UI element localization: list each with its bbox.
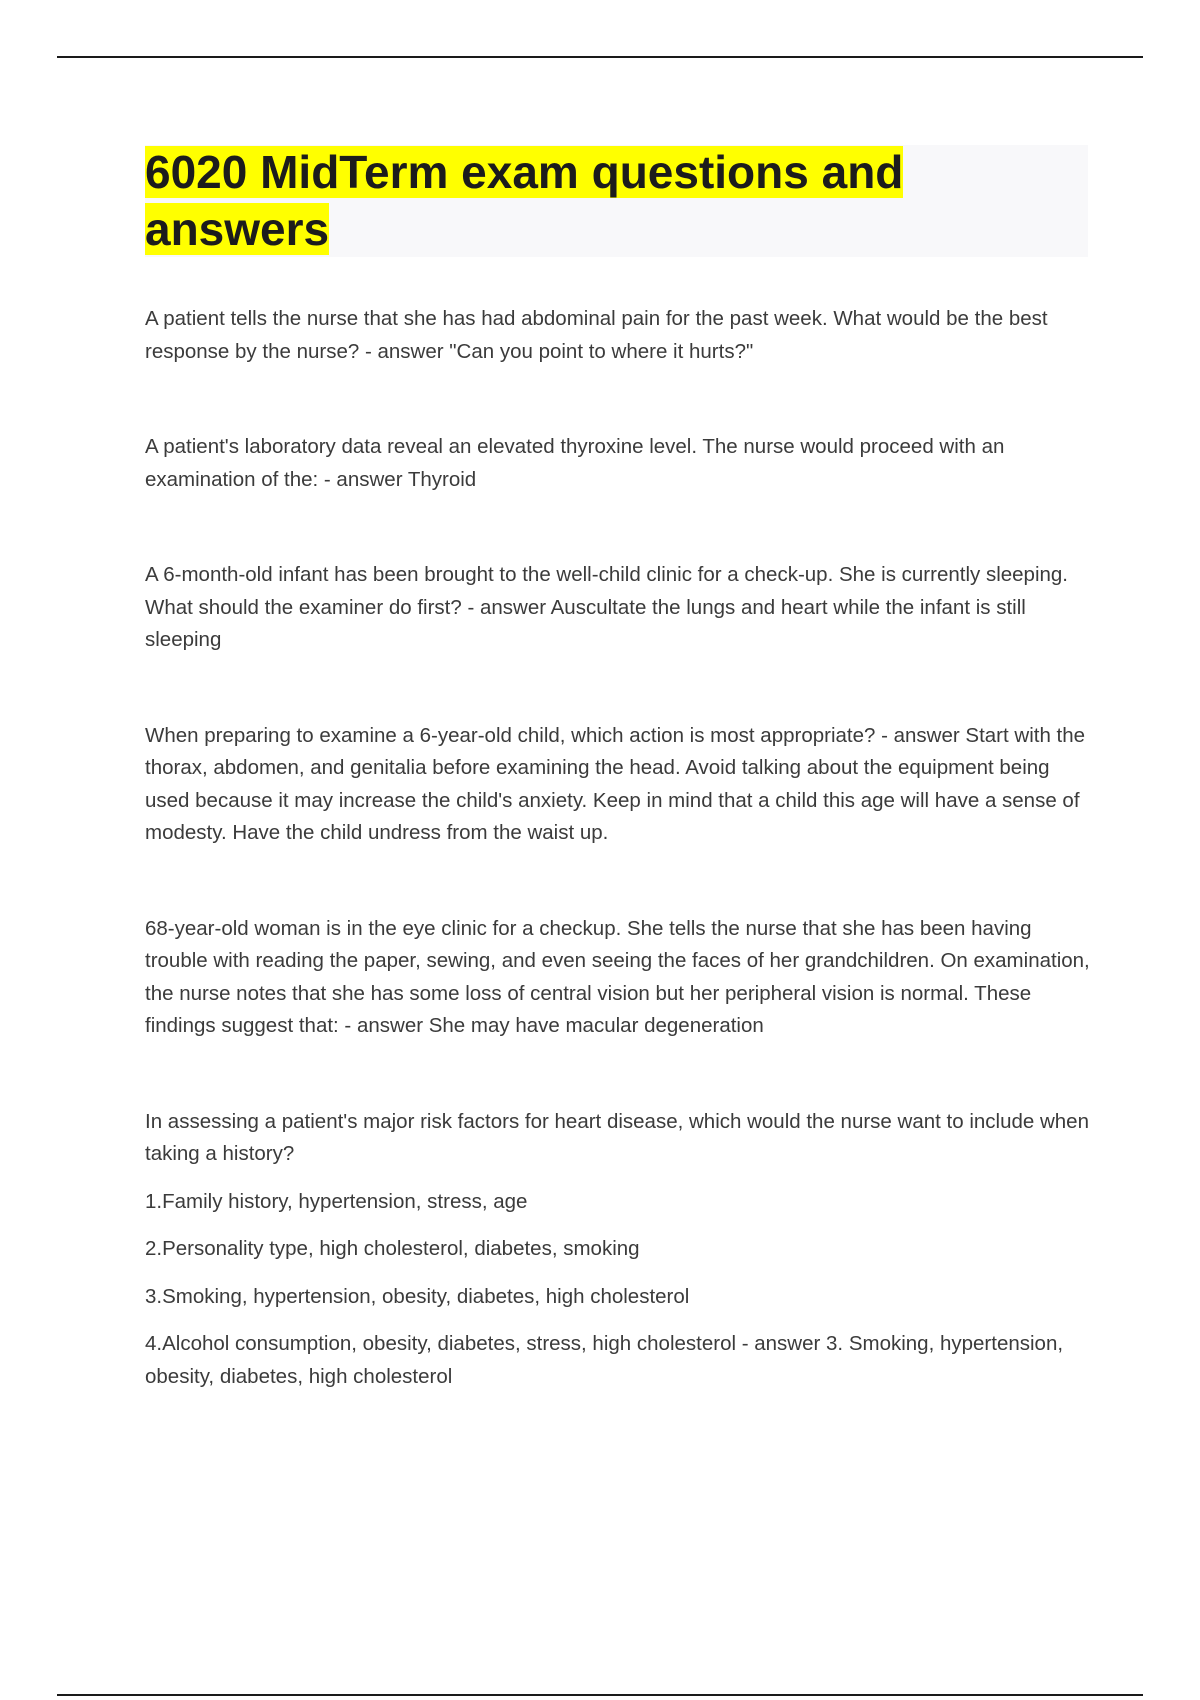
qa-item-6-option-3: 3.Smoking, hypertension, obesity, diabetes, high cholesterol [145, 1284, 690, 1308]
qa-item-1: A patient tells the nurse that she has had abdominal pain for the past week. What would be the best response by the nurse? - answer "Can you point to where it hurts?" [145, 307, 1048, 363]
qa-item-3: A 6-month-old infant has been brought to the well-child clinic for a check-up. She is currently sleeping. What should the examiner do first? - answer Auscultate the lungs and heart while the infant is still sleeping [145, 563, 1069, 651]
qa-item-6-option-2: 2.Personality type, high cholesterol, diabetes, smoking [145, 1237, 640, 1260]
qa-item-6-option-1: 1.Family history, hypertension, stress, age [145, 1189, 528, 1213]
document-body [145, 303, 1090, 1393]
qa-item-4: When preparing to examine a 6-year-old child, which action is most appropriate? - answer Start with the thorax, abdomen, and genitalia before examining the head. Avoid talking about the equipment being used because it may increase the child's anxiety. Keep in mind that a child this age will have a sense of modesty. Have the child undress from the waist up. [145, 723, 1086, 844]
qa-item-6-stem: In assessing a patient's major risk factors for heart disease, which would the nurse want to include when taking a history? [145, 1109, 1089, 1165]
bottom-rule [57, 1694, 1143, 1696]
qa-item-2: A patient's laboratory data reveal an elevated thyroxine level. The nurse would proceed with an examination of the: - answer Thyroid [145, 435, 1005, 491]
qa-item-5: 68-year-old woman is in the eye clinic for a checkup. She tells the nurse that she has been having trouble with reading the paper, sewing, and even seeing the faces of her grandchildren. On examination, the nurse notes that she has some loss of central vision but her peripheral vision is normal. These findings suggest that: - answer She may have macular degeneration [145, 916, 1090, 1037]
top-rule [57, 56, 1143, 58]
document-title [145, 144, 1045, 258]
qa-item-6-option-4: 4.Alcohol consumption, obesity, diabetes, stress, high cholesterol - answer 3. Smoking, hypertension, obesity, diabetes, high cholesterol [145, 1332, 1064, 1388]
title-highlight: 6020 MidTerm exam questions and answers [145, 146, 904, 255]
